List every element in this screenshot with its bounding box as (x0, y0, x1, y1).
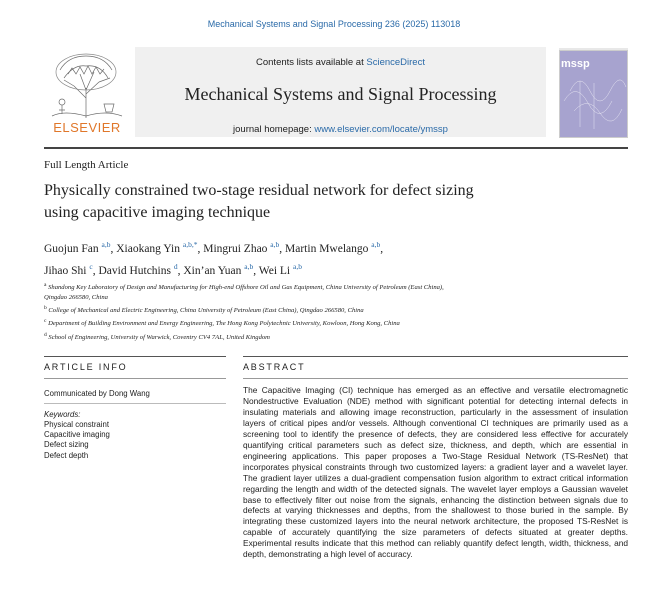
author-name[interactable]: Wei Li (258, 264, 291, 277)
cover-title: mssp (561, 58, 590, 70)
author-list (44, 236, 604, 280)
article-info-heading: ARTICLE INFO (44, 362, 128, 372)
author-name[interactable]: Guojun Fan (44, 242, 99, 255)
affiliation-item: Qingdao 266580, China (44, 294, 108, 302)
sciencedirect-link[interactable]: ScienceDirect (366, 57, 425, 68)
contents-prefix: Contents lists available at (256, 57, 367, 68)
abstract-heading: ABSTRACT (243, 362, 306, 372)
homepage-prefix: journal homepage: (233, 124, 315, 135)
keyword-item[interactable]: Capacitive imaging (44, 430, 110, 440)
affiliation-list (44, 280, 604, 343)
author-affiliation-mark[interactable]: a,b,* (182, 240, 198, 249)
author-affiliation-mark[interactable]: a,b (244, 261, 254, 271)
abstract-heading-rule (243, 378, 628, 379)
keyword-item[interactable]: Physical constraint (44, 420, 110, 429)
author-name[interactable]: Xiaokang Yin (116, 242, 180, 255)
article-info-top-rule (44, 356, 226, 357)
article-type: Full Length Article (44, 159, 129, 171)
author-affiliation-mark[interactable]: a,b (270, 240, 280, 249)
keywords-heading: Keywords: (44, 410, 81, 419)
keyword-list (44, 420, 110, 461)
author-affiliation-mark[interactable]: a,b (292, 261, 302, 271)
header-divider (44, 147, 628, 149)
homepage-line (135, 124, 546, 135)
author-affiliation-mark[interactable]: a,b (101, 240, 111, 249)
author-name[interactable]: Jihao Shi (44, 264, 87, 277)
author-affiliation-mark[interactable]: a,b (371, 240, 381, 249)
communicated-by: Communicated by Dong Wang (44, 389, 150, 398)
affiliation-item: $^c$ Department of Building Environment and Energy Engineering, The Hong Kong Polytechnic University, Kowloon, Hong Kong, China (44, 318, 400, 328)
contents-line (135, 57, 546, 68)
paper-title (44, 180, 604, 224)
author-affiliation-mark[interactable]: d (173, 261, 178, 271)
keyword-item[interactable]: Defect sizing (44, 440, 89, 450)
publisher-name: ELSEVIER (53, 120, 121, 135)
author-name[interactable]: Mingrui Zhao (203, 242, 268, 255)
affiliation-item: $^a$ Shandong Key Laboratory of Design and Manufacturing for High-end Offshore Oil and Gas Equipment, China University of Petroleum (East China), (44, 282, 444, 292)
author-affiliation-mark[interactable]: c (89, 261, 93, 271)
affiliation-item: $^b$ College of Mechanical and Electric Engineering, China University of Petroleum (East China), Qingdao 266580, China (44, 305, 364, 315)
journal-citation[interactable]: Mechanical Systems and Signal Processing 236 (2025) 113018 (207, 19, 461, 29)
author-line-2: Jihao Shi $^c$, David Hutchins $^d$, Xin’an Yuan $^{a,b}$, Wei Li $^{a,b}$ (44, 261, 302, 277)
paper-title-line-2: using capacitive imaging technique (44, 204, 271, 221)
author-name[interactable]: Xin’an Yuan (183, 264, 242, 277)
abstract-top-rule (243, 356, 628, 357)
journal-title: Mechanical Systems and Signal Processing (184, 84, 497, 104)
paper-title-line-1: Physically constrained two-stage residual network for defect sizing (44, 182, 474, 199)
affiliation-item: $^d$ School of Engineering, University of Warwick, Coventry CV4 7AL, United Kingdom (44, 331, 270, 341)
keyword-item[interactable]: Defect depth (44, 450, 89, 460)
communicated-rule (44, 403, 226, 404)
abstract-text: The Capacitive Imaging (CI) technique has emerged as an effective and versatile electromagnetic Nondestructive Evaluation (NDE) method with significant potential for detecting internal defects in insulating materials and allowing image reconstruction, particularly in the assessment of insulation layers of critical pipes and/or vessels. Although conventional CI techniques are primarily used as a screening tool to identify the presence of defects, they are considered less effective for accurately quantifying critical parameters such as defect size, thickness, and depth, which are essential in engineering applications. This paper proposes a Two-Stage Residual Network (TS-ResNet) that incorporates physical constraints through two customized layers: a gradient layer and a wavelet layer. The gradient layer utilizes a dual-gradient compensation fusion algorithm to extract critical information regarding the length and width of the detected signals. The wavelet layer employs a Gaussian wavelet base to effectively filter out noise from the signals, enhancing the distinction between signals due to defects at varying thicknesses and depths, from the shallowest to those buried in the sample. By integrating these customized layers into the neural network architecture, the proposed TS-ResNet is capable of accurately quantifying the size parameters of defects situated at greater depths. Experimental results indicate that this method can reliably quantify defect length, width, thickness, and depth, demonstrating a high level of accuracy. (243, 385, 628, 560)
article-info-heading-rule (44, 378, 226, 379)
author-line-1: Guojun Fan $^{a,b}$, Xiaokang Yin $^{a,b,*}$, Mingrui Zhao $^{a,b}$, Martin Mwelango $^{a,b}$, (44, 240, 384, 255)
author-name[interactable]: David Hutchins (98, 264, 171, 277)
author-name[interactable]: Martin Mwelango (285, 242, 369, 255)
homepage-link[interactable]: www.elsevier.com/locate/ymssp (314, 124, 448, 135)
